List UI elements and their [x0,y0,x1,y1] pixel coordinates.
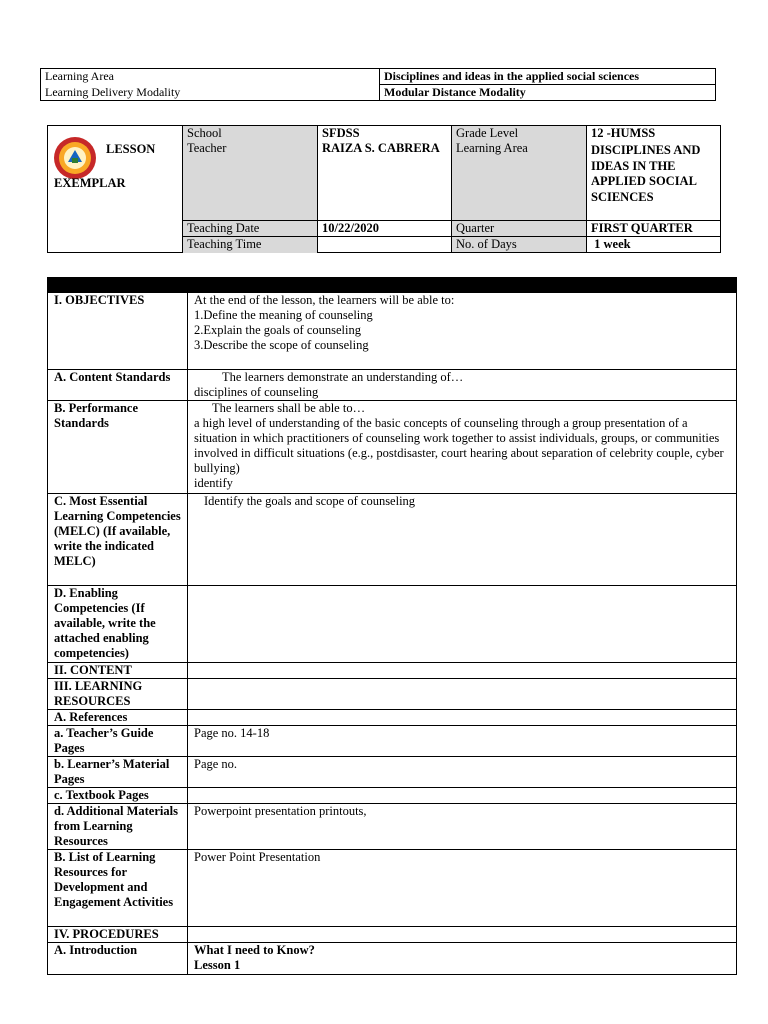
teaching-date-value: 10/22/2020 [318,221,451,237]
introduction-label: A. Introduction [48,943,188,975]
lesson-title: LESSON [106,142,156,156]
additional-materials-label: d. Additional Materials from Learning Resources [48,804,188,850]
introduction-row [48,943,737,975]
content-standards-line1: The learners demonstrate an understanding of… [222,370,464,384]
date-time-values [318,221,452,253]
additional-materials-row [48,804,737,850]
quarter-value: FIRST QUARTER [587,221,720,237]
performance-standards-row [48,401,737,494]
procedures-cell [188,927,737,943]
school-label: School [187,126,222,140]
school-teacher-values [318,126,452,221]
modality-label: Learning Delivery Modality [41,85,380,101]
teachers-guide-label: a. Teacher’s Guide Pages [48,726,188,757]
content-standards-line2: disciplines of counseling [194,385,319,399]
procedures-label: IV. PROCEDURES [48,927,188,943]
learners-material-label: b. Learner’s Material Pages [48,757,188,788]
textbook-cell [188,788,737,804]
teacher-label: Teacher [187,141,227,155]
objectives-intro: At the end of the lesson, the learners will be able to: [194,293,455,307]
melc-label: C. Most Essential Learning Competencies (MELC) (If available, write the indicated MELC) [48,494,188,586]
enabling-row [48,586,737,663]
objective-3: 3.Describe the scope of counseling [194,338,369,352]
content-row [48,663,737,679]
teachers-guide-row [48,726,737,757]
learners-material-value: Page no. [188,757,737,788]
additional-materials-value: Powerpoint presentation printouts, [188,804,737,850]
teacher-value: RAIZA S. CABRERA [322,141,440,155]
introduction-cell [188,943,737,975]
textbook-row [48,788,737,804]
lesson-info-table [40,68,716,101]
teachers-guide-value: Page no. 14-18 [188,726,737,757]
objectives-cell [188,293,737,370]
school-value: SFDSS [322,126,360,140]
resources-list-row [48,850,737,927]
performance-standards-cell [188,401,737,494]
learning-resources-cell [188,679,737,710]
melc-cell [188,494,737,586]
objectives-label: I. OBJECTIVES [48,293,188,370]
grade-area-labels [452,126,587,221]
references-cell [188,710,737,726]
learning-area-header-value: DISCIPLINES AND IDEAS IN THE APPLIED SOCIAL SCIENCES [591,143,701,204]
procedures-row [48,927,737,943]
objective-1: 1.Define the meaning of counseling [194,308,373,322]
grade-level-label: Grade Level [456,126,519,140]
lesson-exemplar-cell [48,126,183,253]
learning-area-header-label: Learning Area [456,141,528,155]
melc-value: Identify the goals and scope of counseling [204,494,416,508]
content-standards-cell [188,370,737,401]
performance-standards-label: B. Performance Standards [48,401,188,494]
learning-area-label: Learning Area [41,69,380,85]
days-label: No. of Days [456,237,517,251]
resources-list-label: B. List of Learning Resources for Development and Engagement Activities [48,850,188,927]
learning-resources-label: III. LEARNING RESOURCES [48,679,188,710]
grade-area-values [587,126,721,221]
content-cell [188,663,737,679]
content-standards-row [48,370,737,401]
introduction-line2: Lesson 1 [194,958,241,972]
learning-resources-row [48,679,737,710]
school-teacher-labels [183,126,318,221]
melc-row [48,494,737,586]
enabling-label: D. Enabling Competencies (If available, write the attached enabling competencies) [48,586,188,663]
content-label: II. CONTENT [48,663,188,679]
performance-standards-line3: identify [194,476,233,490]
objective-2: 2.Explain the goals of counseling [194,323,361,337]
header-bar [48,278,737,293]
modality-value: Modular Distance Modality [380,85,716,101]
quarter-days-labels [452,221,587,253]
textbook-label: c. Textbook Pages [48,788,188,804]
days-value: 1 week [591,237,631,251]
grade-level-value: 12 -HUMSS [591,126,656,140]
lesson-header-table [47,125,721,253]
introduction-line1: What I need to Know? [194,943,315,957]
teaching-date-label: Teaching Date [183,221,317,237]
performance-standards-line1: The learners shall be able to… [212,401,366,415]
enabling-cell [188,586,737,663]
references-row [48,710,737,726]
performance-standards-line2: a high level of understanding of the basic concepts of counseling through a group presentation of a situation in which practitioners of counseling work together to assist individuals, groups, or communities involved in difficult situations (e.g., postdisaster, court hearing about separation of celebrity couple, cyber bullying) [194,416,724,475]
resources-list-value: Power Point Presentation [188,850,737,927]
quarter-label: Quarter [452,221,586,237]
teaching-time-value [318,237,451,252]
learners-material-row [48,757,737,788]
date-time-labels [183,221,318,253]
exemplar-title: EXEMPLAR [54,176,126,190]
objectives-row [48,293,737,370]
references-label: A. References [48,710,188,726]
quarter-days-values [587,221,721,253]
teaching-time-label: Teaching Time [187,237,262,251]
lesson-plan-table [47,277,737,975]
content-standards-label: A. Content Standards [48,370,188,401]
learning-area-value: Disciplines and ideas in the applied social sciences [380,69,716,85]
school-seal-icon [53,136,97,180]
